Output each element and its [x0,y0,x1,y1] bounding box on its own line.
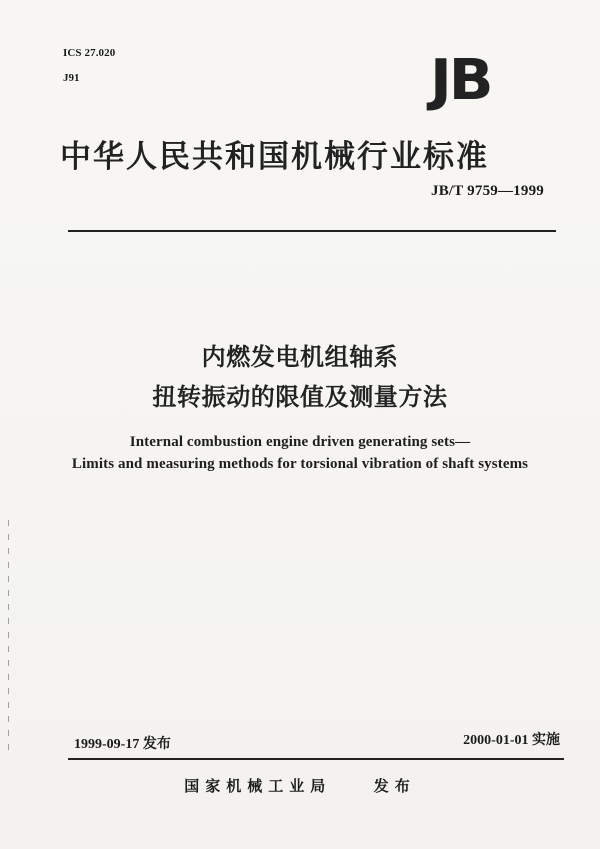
standard-number: JB/T 9759—1999 [431,183,544,199]
ics-code: ICS 27.020 [63,47,116,59]
issue-label: 发布 [142,737,171,752]
english-title-line-2: Limits and measuring methods for torsional vibration of shaft systems [71,456,529,472]
implementation-label: 实施 [532,733,560,748]
implementation-date: 2000-01-01 [463,733,529,748]
publisher-line [0,775,600,796]
classification-code: J91 [63,72,80,84]
jb-logo: JB [430,48,491,113]
chinese-title-line-1: 内燃发电机组轴系 [201,343,399,371]
standard-category-title: 中华人民共和国机械行业标准 [60,139,489,175]
publisher-action: 发布 [373,777,416,795]
chinese-title-line-2: 扭转振动的限值及测量方法 [152,383,448,411]
bottom-rule [68,758,564,760]
scan-edge-mark [8,520,9,750]
english-title-line-1: Internal combustion engine driven generating sets— [129,434,471,450]
implementation-date-block [463,729,560,749]
publisher-name: 国家机械工业局 [184,777,332,795]
issue-date-block [74,733,171,753]
issue-date: 1999-09-17 [74,737,140,752]
top-rule [68,230,556,232]
